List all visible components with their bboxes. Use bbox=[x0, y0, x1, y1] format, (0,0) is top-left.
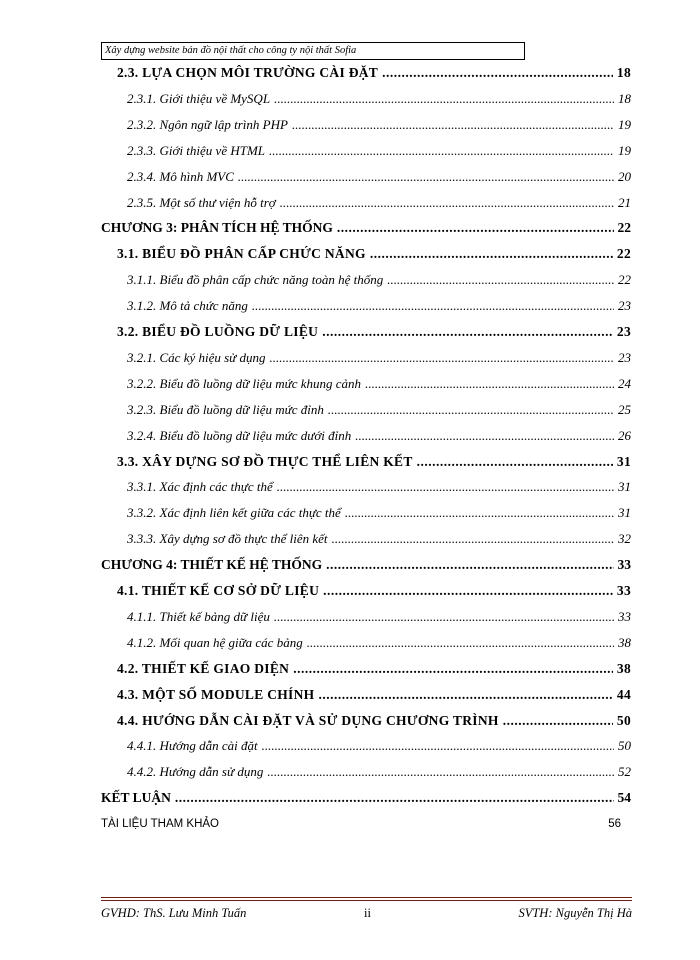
toc-entry-page: 38 bbox=[616, 660, 631, 676]
toc-leader-dots bbox=[332, 531, 614, 547]
toc-entry-page: 38 bbox=[618, 634, 631, 650]
footer-rule-top bbox=[101, 897, 632, 898]
footer-supervisor: GVHD: ThS. Lưu Minh Tuấn bbox=[101, 906, 247, 920]
toc-entry-title: 3.3.2. Xác định liên kết giữa các thực thể bbox=[127, 505, 341, 521]
toc-leader-dots bbox=[318, 687, 612, 703]
toc-entry-page: 33 bbox=[617, 557, 631, 573]
toc-entry-page: 31 bbox=[618, 479, 631, 495]
toc-entry-page: 25 bbox=[618, 401, 631, 417]
toc-entry-page: 50 bbox=[618, 738, 631, 754]
toc-entry-title: 3.2.1. Các ký hiệu sử dụng bbox=[127, 349, 266, 365]
toc-entry[interactable] bbox=[117, 661, 631, 677]
toc-entry[interactable] bbox=[127, 764, 631, 780]
toc-entry-page: 24 bbox=[618, 375, 631, 391]
toc-leader-dots bbox=[345, 505, 614, 521]
toc-entry-page: 19 bbox=[618, 142, 631, 158]
toc-entry-title: 2.3. LỰA CHỌN MÔI TRƯỜNG CÀI ĐẶT bbox=[117, 65, 379, 80]
toc-entry-title: 3.2.4. Biểu đồ luồng dữ liệu mức dưới đỉnh bbox=[127, 427, 352, 443]
toc-leader-dots bbox=[355, 428, 614, 444]
toc-entry-page: 19 bbox=[618, 116, 631, 132]
toc-entry[interactable] bbox=[127, 272, 631, 288]
toc-entry[interactable] bbox=[127, 402, 631, 418]
toc-entry-title: 4.1.2. Mối quan hệ giữa các bảng bbox=[127, 634, 303, 650]
toc-entry-page: 22 bbox=[618, 272, 631, 288]
footer-page-number: ii bbox=[364, 906, 371, 920]
toc-leader-dots bbox=[175, 790, 614, 806]
toc-entry[interactable] bbox=[127, 479, 631, 495]
toc-leader-dots bbox=[238, 169, 614, 185]
toc-entry-title: 2.3.3. Giới thiệu về HTML bbox=[127, 142, 266, 158]
toc-leader-dots bbox=[277, 479, 614, 495]
toc-entry-title: 4.2. THIẾT KẾ GIAO DIỆN bbox=[117, 660, 290, 676]
toc-entry[interactable] bbox=[117, 583, 631, 599]
toc-entry-page: 31 bbox=[618, 505, 631, 521]
toc-entry-title: KẾT LUẬN bbox=[101, 790, 171, 806]
running-header-title: Xây dựng website bán đồ nội thất cho công ty nội thất Sofia bbox=[105, 45, 357, 56]
toc-entry-title: 3.2.2. Biểu đồ luồng dữ liệu mức khung cảnh bbox=[127, 375, 362, 391]
toc-leader-dots bbox=[252, 298, 614, 314]
toc-entry-page: 26 bbox=[618, 427, 631, 443]
toc-entry-page: 44 bbox=[616, 686, 631, 702]
toc-entry[interactable] bbox=[117, 454, 631, 470]
toc-entry[interactable] bbox=[117, 65, 631, 81]
toc-leader-dots bbox=[292, 117, 614, 133]
toc-leader-dots bbox=[307, 635, 614, 651]
toc-entry[interactable] bbox=[117, 713, 631, 729]
toc-entry-title: 4.1.1. Thiết kế bảng dữ liệu bbox=[127, 608, 270, 624]
toc-entry-page: 21 bbox=[618, 194, 631, 210]
toc-leader-dots bbox=[280, 195, 614, 211]
toc-entry-page: 23 bbox=[618, 298, 631, 314]
toc-entry-title: 4.3. MỘT SỐ MODULE CHÍNH bbox=[117, 686, 315, 702]
toc-entry-page: 32 bbox=[618, 531, 631, 547]
toc-entry[interactable] bbox=[127, 117, 631, 133]
toc-entry[interactable] bbox=[127, 195, 631, 211]
toc-entry-references[interactable] bbox=[101, 818, 621, 830]
toc-leader-dots bbox=[323, 583, 613, 599]
toc-entry-title: 3.3. XÂY DỰNG SƠ ĐỒ THỰC THỂ LIÊN KẾT bbox=[117, 453, 413, 469]
toc-entry[interactable] bbox=[101, 220, 631, 236]
toc-leader-dots bbox=[267, 764, 614, 780]
toc-entry[interactable] bbox=[127, 298, 631, 314]
toc-leader-dots bbox=[270, 350, 614, 366]
toc-entry[interactable] bbox=[127, 91, 631, 107]
toc-entry-title: 3.3.3. Xây dựng sơ đồ thực thể liên kết bbox=[127, 531, 328, 547]
toc-entry[interactable] bbox=[127, 428, 631, 444]
toc-entry-page: 18 bbox=[618, 90, 631, 106]
toc-leader-dots bbox=[322, 324, 613, 340]
footer-student: SVTH: Nguyễn Thị Hà bbox=[518, 906, 632, 920]
toc-entry[interactable] bbox=[127, 609, 631, 625]
toc-entry[interactable] bbox=[127, 531, 631, 547]
toc-entry[interactable] bbox=[117, 687, 631, 703]
toc-entry[interactable] bbox=[127, 505, 631, 521]
toc-entry-page: 23 bbox=[618, 349, 631, 365]
toc-entry-title: 2.3.2. Ngôn ngữ lập trình PHP bbox=[127, 116, 288, 132]
toc-entry[interactable] bbox=[101, 557, 631, 573]
toc-entry-title: 3.1.2. Mô tả chức năng bbox=[127, 298, 248, 314]
toc-entry[interactable] bbox=[117, 324, 631, 340]
toc-leader-dots bbox=[370, 246, 613, 262]
toc-entry[interactable] bbox=[127, 169, 631, 185]
toc-leader-dots bbox=[337, 220, 614, 236]
toc-leader-dots bbox=[274, 609, 614, 625]
toc-entry-title: 3.1. BIỂU ĐỒ PHÂN CẤP CHỨC NĂNG bbox=[117, 246, 366, 262]
toc-leader-dots bbox=[387, 272, 614, 288]
toc-leader-dots bbox=[262, 738, 614, 754]
toc-leader-dots bbox=[382, 65, 613, 81]
toc-leader-dots bbox=[365, 376, 614, 392]
toc-entry[interactable] bbox=[117, 246, 631, 262]
toc-entry[interactable] bbox=[127, 738, 631, 754]
toc-leader-dots bbox=[269, 143, 614, 159]
toc-entry[interactable] bbox=[127, 143, 631, 159]
toc-leader-dots bbox=[503, 713, 613, 729]
toc-entry-title: 3.1.1. Biểu đồ phân cấp chức năng toàn hệ thống bbox=[127, 272, 384, 288]
toc-leader-dots bbox=[293, 661, 613, 677]
toc-entry-page: 52 bbox=[618, 764, 631, 780]
toc-leader-dots bbox=[326, 557, 613, 573]
toc-entry-title: 4.1. THIẾT KẾ CƠ SỞ DỮ LIỆU bbox=[117, 583, 320, 598]
toc-entry-page: 23 bbox=[616, 324, 631, 339]
toc-entry[interactable] bbox=[101, 790, 631, 806]
toc-entry-page: 22 bbox=[617, 220, 631, 236]
toc-entry-page: 54 bbox=[617, 790, 631, 806]
toc-entry-page: 18 bbox=[616, 65, 631, 80]
toc-entry-title: 2.3.5. Một số thư viện hỗ trợ bbox=[127, 194, 276, 210]
footer-rule-bottom bbox=[101, 900, 632, 901]
toc-entry-title: CHƯƠNG 3: PHÂN TÍCH HỆ THỐNG bbox=[101, 220, 333, 236]
toc-entry-title: 4.4. HƯỚNG DẪN CÀI ĐẶT VÀ SỬ DỤNG CHƯƠNG TRÌNH bbox=[117, 712, 499, 728]
toc-entry-page: 31 bbox=[616, 453, 631, 469]
toc-entry-title: 3.3.1. Xác định các thực thể bbox=[127, 479, 273, 495]
toc-entry-page: 22 bbox=[616, 246, 631, 262]
toc-entry-page: 33 bbox=[616, 583, 631, 598]
toc-entry-title: CHƯƠNG 4: THIẾT KẾ HỆ THỐNG bbox=[101, 557, 323, 573]
toc-entry[interactable] bbox=[127, 350, 631, 366]
toc-entry-title: 2.3.1. Giới thiệu về MySQL bbox=[127, 90, 271, 106]
toc-entry-title: 3.2. BIỂU ĐỒ LUỒNG DỮ LIỆU bbox=[117, 324, 319, 339]
toc-entry-page: 20 bbox=[618, 168, 631, 184]
toc-entry-title: 4.4.1. Hướng dẫn cài đặt bbox=[127, 738, 258, 754]
toc-entry-title: 3.2.3. Biểu đồ luồng dữ liệu mức đỉnh bbox=[127, 401, 324, 417]
toc-entry-title: 2.3.4. Mô hình MVC bbox=[127, 168, 234, 184]
toc-entry[interactable] bbox=[127, 635, 631, 651]
toc-leader-dots bbox=[328, 402, 614, 418]
toc-entry-page: 33 bbox=[618, 608, 631, 624]
toc-leader-dots bbox=[274, 91, 614, 107]
toc-entry[interactable] bbox=[127, 376, 631, 392]
toc-entry-page: 50 bbox=[616, 712, 631, 728]
toc-entry-title: 4.4.2. Hướng dẫn sử dụng bbox=[127, 764, 264, 780]
toc-leader-dots bbox=[417, 454, 613, 470]
references-title: TÀI LIỆU THAM KHẢO bbox=[101, 818, 220, 831]
references-page: 56 bbox=[608, 818, 621, 831]
